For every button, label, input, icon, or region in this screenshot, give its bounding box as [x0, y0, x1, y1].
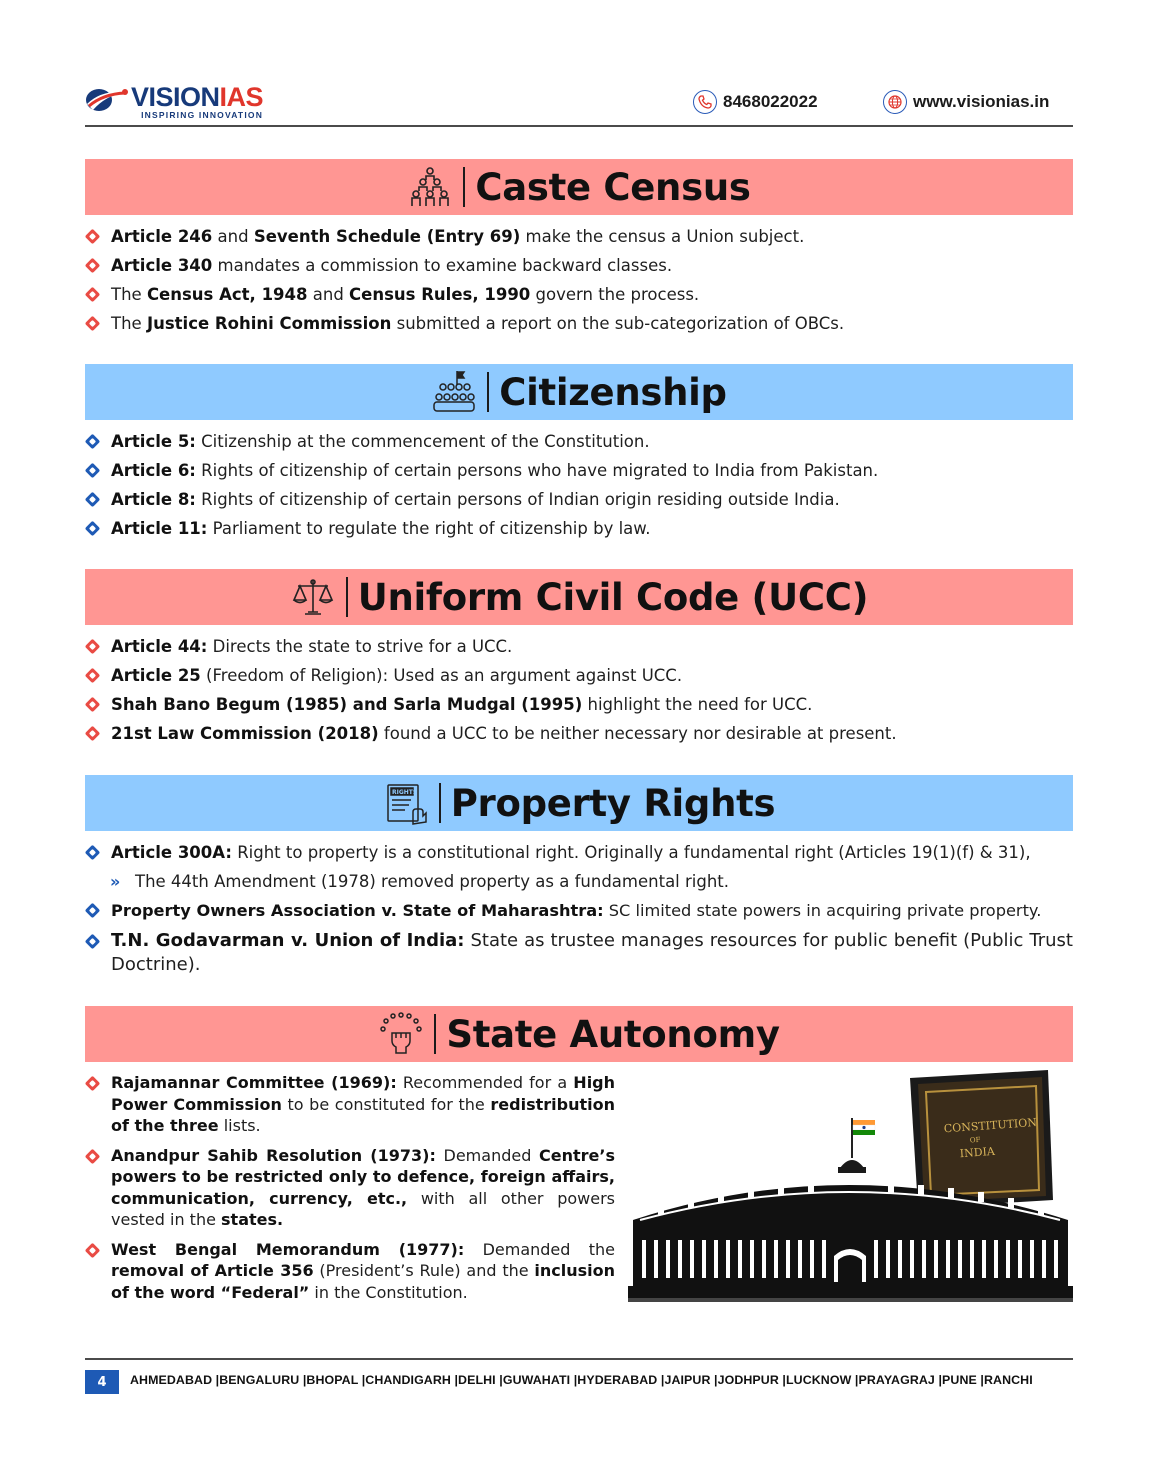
bullet-icon [85, 521, 101, 537]
bullet-icon [85, 492, 101, 508]
visionias-logo[interactable] [85, 84, 263, 124]
website-url: www.visionias.in [913, 92, 1050, 111]
property-rights-list [85, 838, 1075, 977]
list-item: Article 11: Parliament to regulate the right of citizenship by law. [85, 514, 1075, 543]
list-item: Property Owners Association v. State of Maharashtra: SC limited state powers in acquiring private property. [85, 896, 1075, 925]
list-item: 21st Law Commission (2018) found a UCC to be neither necessary nor desirable at present. [85, 719, 1075, 748]
brand-tagline: INSPIRING INNOVATION [141, 110, 264, 120]
bullet-icon [85, 287, 101, 303]
list-item: Article 6: Rights of citizenship of certain persons who have migrated to India from Pakistan. [85, 456, 1075, 485]
people-pyramid-icon [407, 164, 453, 210]
banner-separator [434, 1014, 436, 1054]
bullet-icon [85, 934, 101, 950]
list-item: West Bengal Memorandum (1977): Demanded the removal of Article 356 (President’s Rule) and the inclusion of the word “Federal” in the Constitution. [85, 1239, 615, 1304]
list-item: The Justice Rohini Commission submitted a report on the sub-categorization of OBCs. [85, 309, 1075, 338]
phone-icon [693, 90, 717, 114]
state-autonomy-list [85, 1072, 615, 1311]
citizenship-list [85, 427, 1075, 543]
logo-swoosh-icon [85, 84, 129, 114]
website-contact[interactable] [883, 90, 1049, 114]
bullet-icon [85, 726, 101, 742]
bullet-icon [85, 229, 101, 245]
bullet-icon [85, 697, 101, 713]
bullet-icon [85, 1242, 101, 1258]
phone-number: 8468022022 [723, 92, 818, 111]
header-divider [85, 125, 1073, 127]
parliament-constitution-illustration [628, 1070, 1073, 1310]
crowd-flag-icon [431, 369, 477, 415]
bullet-icon [85, 1148, 101, 1164]
list-item: Article 25 (Freedom of Religion): Used as an argument against UCC. [85, 661, 1075, 690]
section-banner-citizenship [85, 364, 1073, 420]
globe-icon [883, 90, 907, 114]
bullet-icon [85, 668, 101, 684]
banner-separator [487, 372, 489, 412]
brand-ias: IAS [219, 82, 264, 112]
section-title: State Autonomy [446, 1012, 780, 1056]
bullet-icon [85, 434, 101, 450]
list-item: The Census Act, 1948 and Census Rules, 1990 govern the process. [85, 280, 1075, 309]
page-number: 4 [85, 1370, 119, 1394]
svg-text:INDIA: INDIA [959, 1144, 996, 1161]
caste-census-list [85, 222, 1075, 338]
rights-document-icon [383, 780, 429, 826]
page-header [85, 78, 1073, 128]
brand-vision: VISION [131, 82, 220, 112]
list-item: Shah Bano Begum (1985) and Sarla Mudgal (1995) highlight the need for UCC. [85, 690, 1075, 719]
list-item: T.N. Godavarman v. Union of India: State as trustee manages resources for public benefit (Public Trust Doctrine). [85, 929, 1075, 977]
list-item: Article 246 and Seventh Schedule (Entry 69) make the census a Union subject. [85, 222, 1075, 251]
phone-contact[interactable] [693, 90, 818, 114]
list-item: Article 8: Rights of citizenship of certain persons of Indian origin residing outside India. [85, 485, 1075, 514]
list-item: Article 5: Citizenship at the commencement of the Constitution. [85, 427, 1075, 456]
list-item: Anandpur Sahib Resolution (1973): Demanded Centre’s powers to be restricted only to defence, foreign affairs, communication, currency, etc., with all other powers vested in the states. [85, 1145, 615, 1231]
list-item: Article 300A: Right to property is a constitutional right. Originally a fundamental right (Articles 19(1)(f) & 31), [85, 838, 1075, 867]
svg-text:OF: OF [969, 1135, 981, 1145]
constitution-book-icon [910, 1070, 1053, 1208]
section-title: Caste Census [475, 165, 751, 209]
banner-separator [346, 577, 348, 617]
sub-list-item: » The 44th Amendment (1978) removed property as a fundamental right. [85, 867, 1075, 896]
svg-text:RIGHTS: RIGHTS [391, 789, 417, 796]
section-banner-caste-census [85, 159, 1073, 215]
bullet-icon [85, 316, 101, 332]
list-item: Article 44: Directs the state to strive for a UCC. [85, 632, 1075, 661]
footer-cities: AHMEDABAD |BENGALURU |BHOPAL |CHANDIGARH |DELHI |GUWAHATI |HYDERABAD |JAIPUR |JODHPUR |LUCKNOW |PRAYAGRAJ |PUNE |RANCHI [130, 1373, 1033, 1387]
section-title: Uniform Civil Code (UCC) [357, 575, 869, 619]
list-item: Article 340 mandates a commission to examine backward classes. [85, 251, 1075, 280]
list-item: Rajamannar Committee (1969): Recommended for a High Power Commission to be constituted for the redistribution of the three lists. [85, 1072, 615, 1137]
india-flag-icon [852, 1118, 875, 1158]
section-title: Citizenship [499, 370, 727, 414]
bullet-icon [85, 845, 101, 861]
banner-separator [439, 783, 441, 823]
scales-icon [290, 574, 336, 620]
section-banner-ucc [85, 569, 1073, 625]
raised-fist-icon [378, 1011, 424, 1057]
banner-separator [463, 167, 465, 207]
section-title: Property Rights [450, 781, 776, 825]
footer-divider [85, 1358, 1073, 1360]
double-chevron-icon: » [110, 872, 121, 891]
bullet-icon [85, 463, 101, 479]
bullet-icon [85, 903, 101, 919]
bullet-icon [85, 1076, 101, 1092]
section-banner-state-autonomy [85, 1006, 1073, 1062]
section-banner-property-rights [85, 775, 1073, 831]
bullet-icon [85, 639, 101, 655]
bullet-icon [85, 258, 101, 274]
ucc-list [85, 632, 1075, 748]
svg-text:CONSTITUTION: CONSTITUTION [943, 1115, 1038, 1136]
